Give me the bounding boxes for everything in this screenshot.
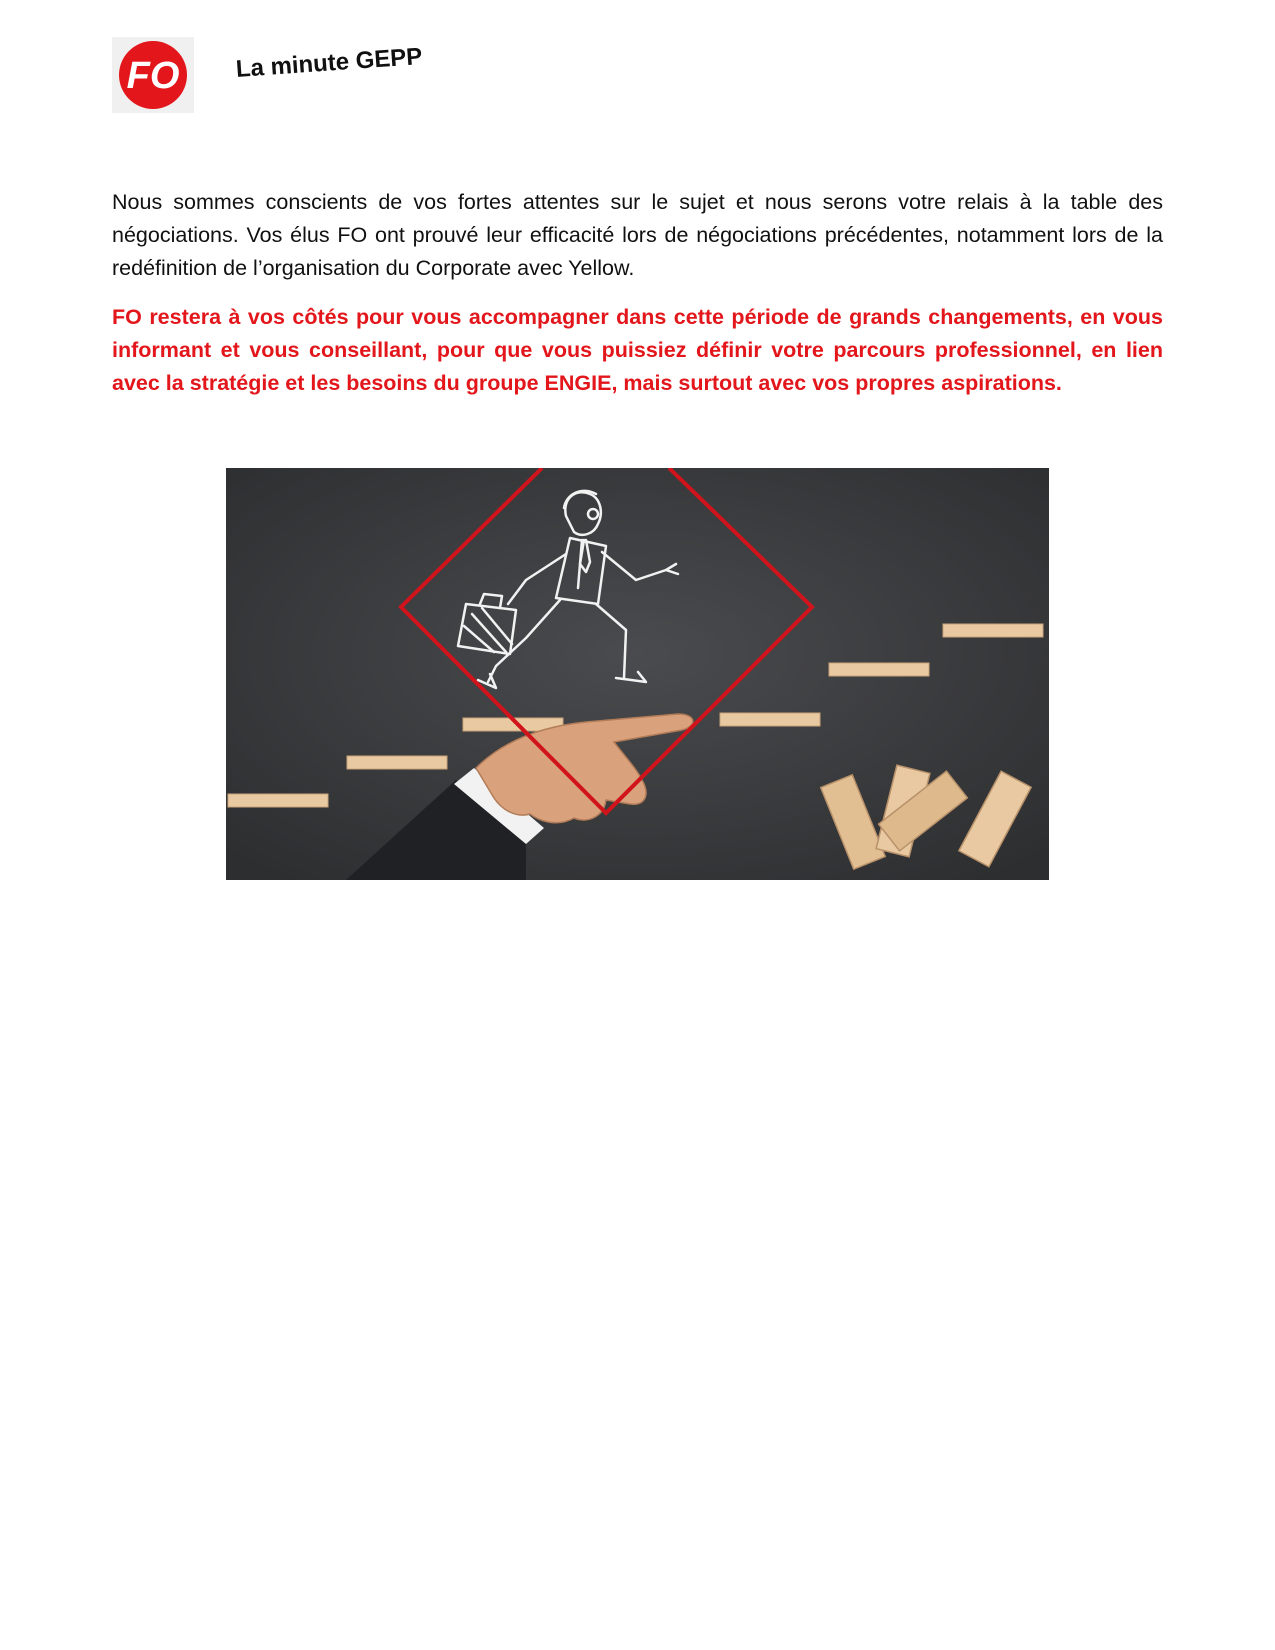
career-steps-icon: [226, 468, 1049, 880]
fo-logo: [112, 37, 194, 113]
document-body: [112, 186, 1163, 400]
paragraph-highlight: FO restera à vos côtés pour vous accompagner dans cette période de grands changements, en vous informant et vous conseillant, pour que vous puissiez définir votre parcours professionnel, en lien avec la stratégie et les besoins du groupe ENGIE, mais surtout avec vos propres aspirations.: [112, 305, 1163, 395]
fo-logo-icon: [112, 37, 194, 113]
paragraph-intro: Nous sommes conscients de vos fortes attentes sur le sujet et nous serons votre relais à la table des négociations. Vos élus FO ont prouvé leur efficacité lors de négociations précédentes, notamment lors de la redéfinition de l’organisation du Corporate avec Yellow.: [112, 190, 1163, 280]
document-title: La minute GEPP: [235, 43, 424, 83]
fo-logo-text: FO: [126, 55, 180, 97]
career-steps-illustration: [226, 468, 1049, 880]
